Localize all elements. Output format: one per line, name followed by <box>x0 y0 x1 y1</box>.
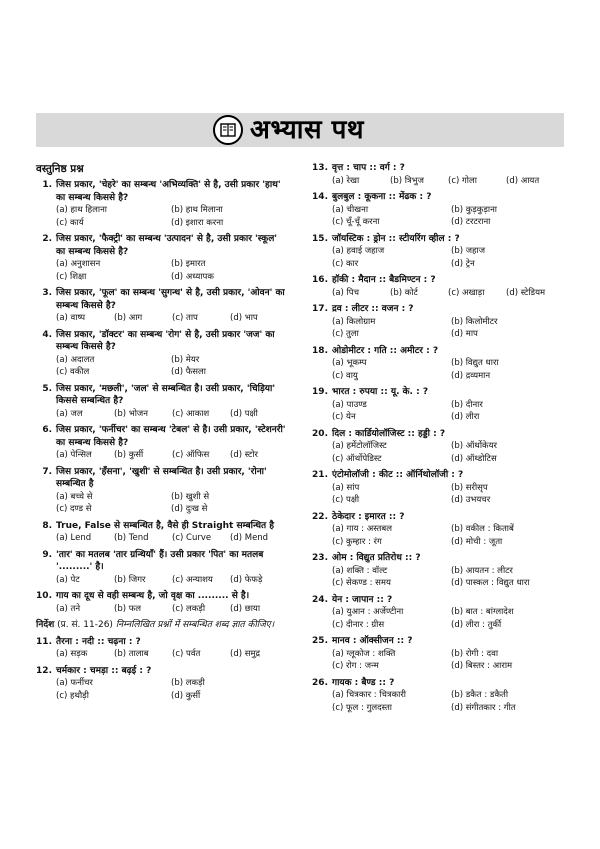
answer-option: (a) सड़क <box>56 649 88 659</box>
answer-option: (c) पक्षी <box>332 495 360 505</box>
question-number: 15. <box>312 233 328 244</box>
answer-option: (a) Lend <box>56 533 92 543</box>
question-item <box>312 345 570 383</box>
direction-label: निर्देश <box>36 620 55 630</box>
question-number: 16. <box>312 275 328 285</box>
question-item <box>312 191 570 229</box>
question-item <box>312 233 570 271</box>
question-text: हॉकी : मैदान :: बैडमिण्टन : ? <box>332 275 436 285</box>
answer-option: (d) ऑथ्डोटिस <box>451 453 497 464</box>
answer-option: (c) पर्वत <box>172 649 201 659</box>
question-item <box>36 287 286 325</box>
question-number: 4. <box>42 329 52 340</box>
answer-option: (b) डकैत : डकैती <box>451 690 509 700</box>
answer-option: (a) हवाई जहाज <box>332 246 385 256</box>
answer-option: (a) पाउण्ड <box>332 399 367 410</box>
options-grid <box>312 204 570 229</box>
direction-range: (प्र. सं. 11-26) <box>57 620 113 630</box>
options-grid <box>312 316 570 341</box>
question-text: ओडोमीटर : गति :: अमीटर : ? <box>332 345 439 356</box>
answer-option: (a) रेखा <box>332 175 360 186</box>
answer-option: (c) दण्ड से <box>56 504 92 514</box>
answer-option: (c) फूल : गुलदस्ता <box>332 702 393 713</box>
question-number: 2. <box>42 234 52 244</box>
question-text: जिस प्रकार, 'हँसना', 'खुशी' से सम्बन्धित है। उसी प्रकार, 'रोना' सम्बन्धित है <box>56 466 267 489</box>
question-text: गाय का दूध से वही सम्बन्ध है, जो वृक्ष का ......... से है। <box>56 591 250 601</box>
answer-option: (c) रोग : जन्म <box>332 661 379 671</box>
answer-option: (c) लकड़ी <box>172 603 206 614</box>
options-grid <box>36 408 286 421</box>
question-item <box>312 274 570 299</box>
options-grid <box>36 449 286 462</box>
answer-option: (d) उभयचर <box>451 495 491 505</box>
answer-option: (a) हर्मेटोलॉजिस्ट <box>332 441 387 451</box>
answer-option: (c) तुला <box>332 329 359 339</box>
question-number: 23. <box>312 553 328 563</box>
answer-option: (c) वायु <box>332 370 358 381</box>
answer-option: (a) किलोग्राम <box>332 316 376 327</box>
answer-option: (c) ऑफिस <box>172 450 210 460</box>
answer-option: (a) तने <box>56 603 81 614</box>
question-text: द्रव : लीटर :: वजन : ? <box>332 304 414 314</box>
question-text: ठेकेदार : इमारत :: ? <box>332 511 405 522</box>
answer-option: (d) संगीतकार : गीत <box>451 702 516 713</box>
question-item <box>312 552 570 590</box>
question-text: एंटोमोलॉजी : कीट :: ऑर्निथोलॉजी : ? <box>332 470 464 480</box>
answer-option: (c) दीनार : ग्रीस <box>332 619 385 630</box>
answer-option: (b) रोगी : दवा <box>451 648 499 659</box>
answer-option: (b) कुड़कुड़ाना <box>451 204 498 215</box>
answer-option: (a) पिच <box>332 287 359 298</box>
answer-option: (b) इमारत <box>171 259 206 269</box>
question-text: दिल : कार्डियोलॉजिस्ट :: हड्डी : ? <box>332 428 446 439</box>
options-grid <box>36 491 286 516</box>
options-grid <box>312 523 570 548</box>
answer-option: (d) भाप <box>230 313 258 323</box>
question-text: जॉयस्टिक : ड्रोन :: स्टीयरिंग व्हील : ? <box>332 233 460 244</box>
answer-option: (a) जल <box>56 408 83 419</box>
question-text: True, False से सम्बन्धित है, वैसे ही Straight सम्बन्धित है <box>56 520 275 531</box>
question-text: तैरना : नदी :: चढ़ना : ? <box>56 636 141 647</box>
question-number: 26. <box>312 677 328 688</box>
question-item <box>36 329 286 379</box>
options-grid <box>36 312 286 325</box>
answer-option: (b) खुशी से <box>171 491 210 502</box>
question-number: 20. <box>312 428 328 439</box>
question-text: जिस प्रकार, 'फैक्ट्री' का सम्बन्ध 'उत्पादन' से है, उसी प्रकार 'स्कूल' का सम्बन्ध किससे है? <box>56 234 278 257</box>
question-item <box>312 386 570 424</box>
question-text: 'तार' का मतलब 'तार ग्रन्थियाँ' हैं। उसी प्रकार 'पित' का मतलब '.........' है। <box>56 549 264 572</box>
answer-option: (c) ऑर्थोपेडिस्ट <box>332 453 382 464</box>
question-number: 14. <box>312 192 328 202</box>
question-item <box>312 428 570 466</box>
answer-option: (c) चूँ-चूँ करना <box>332 217 380 227</box>
question-number: 10. <box>36 591 52 601</box>
answer-option: (d) पास्कल : विद्युत धारा <box>451 578 530 588</box>
answer-option: (a) सांप <box>332 482 360 493</box>
answer-option: (d) मोची : जूता <box>451 536 503 547</box>
options-grid <box>312 245 570 270</box>
answer-option: (a) चित्रकार : चित्रकारी <box>332 690 407 700</box>
answer-option: (a) बच्चे से <box>56 491 93 502</box>
page-title: अभ्यास पथ <box>250 115 365 145</box>
question-item <box>312 511 570 549</box>
answer-option: (d) छाया <box>230 603 261 614</box>
direction-text: निम्नलिखित प्रश्नों में सम्बन्धित शब्द ज्ञात कीजिए। <box>115 620 275 630</box>
options-grid <box>312 399 570 424</box>
answer-option: (d) लीरा <box>451 412 480 422</box>
answer-option: (b) त्रिभुज <box>390 175 424 186</box>
options-grid <box>36 204 286 229</box>
question-text: ओम : विद्युत प्रतिरोध :: ? <box>332 553 421 563</box>
options-grid <box>36 603 286 616</box>
options-grid <box>312 689 570 714</box>
answer-option: (c) Curve <box>172 533 212 543</box>
answer-option: (c) शिक्षा <box>56 271 87 282</box>
answer-option: (c) आकाश <box>172 408 210 419</box>
right-column <box>312 162 570 718</box>
answer-option: (d) Mend <box>230 533 269 543</box>
answer-option: (a) युआन : अर्जेण्टीना <box>332 607 404 617</box>
answer-option: (b) वकील : किताबें <box>451 524 514 534</box>
answer-option: (d) कुर्सी <box>171 690 201 701</box>
answer-option: (d) लीरा : तुर्की <box>451 619 502 630</box>
answer-option: (c) वकील <box>56 367 90 377</box>
question-item <box>36 636 286 661</box>
answer-option: (b) हाथ मिलाना <box>171 205 223 215</box>
options-grid <box>312 606 570 631</box>
section-heading: वस्तुनिष्ठ प्रश्न <box>36 163 84 175</box>
answer-option: (c) कुम्हार : रंग <box>332 536 382 547</box>
answer-option: (b) ऑर्थोकेयर <box>451 441 497 451</box>
answer-option: (d) दुःख से <box>171 504 208 514</box>
options-grid <box>36 574 286 587</box>
answer-option: (a) चीखना <box>332 204 369 215</box>
options-grid <box>36 677 286 702</box>
answer-option: (c) कार <box>332 258 359 269</box>
answer-option: (a) हाथ हिलाना <box>56 205 107 215</box>
question-item <box>312 469 570 507</box>
direction-note <box>36 619 286 632</box>
question-number: 5. <box>42 383 52 394</box>
answer-option: (d) आयत <box>506 175 540 186</box>
options-grid <box>36 648 286 661</box>
answer-option: (a) अनुशासन <box>56 259 101 269</box>
question-item <box>36 383 286 421</box>
question-list-right <box>312 162 570 714</box>
answer-option: (a) गाय : अस्तबल <box>332 524 392 534</box>
question-number: 12. <box>36 665 52 676</box>
options-grid <box>312 565 570 590</box>
question-item <box>36 179 286 229</box>
answer-option: (d) फैसला <box>171 367 206 377</box>
options-grid <box>36 532 286 545</box>
answer-option: (d) फेफड़े <box>230 574 263 585</box>
answer-option: (b) बात : बांग्लादेश <box>451 607 514 617</box>
answer-option: (a) शक्ति : वॉल्ट <box>332 565 388 576</box>
question-number: 11. <box>36 636 52 647</box>
answer-option: (d) स्टोर <box>230 450 258 460</box>
question-number: 8. <box>42 520 52 531</box>
answer-option: (b) तालाब <box>114 649 149 659</box>
question-number: 19. <box>312 387 328 397</box>
question-number: 3. <box>42 288 52 298</box>
answer-option: (b) कुर्सी <box>114 450 144 460</box>
answer-option: (b) भोजन <box>114 408 148 419</box>
question-text: जिस प्रकार, 'फर्नीचर' का सम्बन्ध 'टेबल' से है। उसी प्रकार, 'स्टेशनरी' का सम्बन्ध किससे है? <box>56 425 286 448</box>
options-grid <box>312 175 570 188</box>
answer-option: (d) ट्रेन <box>451 258 475 269</box>
question-text: जिस प्रकार, 'मछली', 'जल' से सम्बन्धित है। उसी प्रकार, 'चिड़िया' किससे सम्बन्धित है? <box>56 383 276 406</box>
question-item <box>312 594 570 632</box>
answer-option: (b) Tend <box>114 533 149 543</box>
question-item <box>312 162 570 187</box>
answer-option: (a) वाष्प <box>56 313 86 323</box>
answer-option: (b) सरीसृप <box>451 482 488 493</box>
answer-option: (d) समुद्र <box>230 649 261 659</box>
question-item <box>36 665 286 703</box>
options-grid <box>312 648 570 673</box>
answer-option: (c) कार्य <box>56 217 84 228</box>
answer-option: (c) अन्याशय <box>172 574 213 585</box>
question-text: जिस प्रकार, 'फूल' का सम्बन्ध 'सुगन्ध' से है, उसी प्रकार, 'ओवन' का सम्बन्ध किससे है? <box>56 288 285 311</box>
answer-option: (a) फर्नीचर <box>56 678 93 688</box>
answer-option: (d) टरटराना <box>451 217 491 227</box>
question-item <box>36 424 286 462</box>
question-number: 24. <box>312 594 328 605</box>
question-item <box>36 466 286 516</box>
question-text: जिस प्रकार, 'चेहरे' का सम्बन्ध 'अभिव्यक्ति' से है, उसी प्रकार 'हाथ' का सम्बन्ध किससे है? <box>56 180 281 203</box>
answer-option: (d) बिस्तर : आराम <box>451 661 513 671</box>
answer-option: (b) लकड़ी <box>171 678 205 688</box>
question-text: जिस प्रकार, 'डॉक्टर' का सम्बन्ध 'रोग' से है, उसी प्रकार 'जज' का सम्बन्ध किससे है? <box>56 329 275 352</box>
question-number: 18. <box>312 345 328 356</box>
question-number: 22. <box>312 511 328 522</box>
question-number: 6. <box>42 425 52 435</box>
answer-option: (b) जहाज <box>451 246 486 256</box>
answer-option: (c) सेकण्ड : समय <box>332 578 391 588</box>
question-number: 13. <box>312 163 328 173</box>
answer-option: (b) मेयर <box>171 354 200 365</box>
question-number: 9. <box>42 549 52 560</box>
options-grid <box>312 482 570 507</box>
answer-option: (c) गोला <box>448 175 477 186</box>
answer-option: (b) विद्युत धारा <box>451 358 499 368</box>
question-text: बुलबुल : कूकना :: मेंढक : ? <box>332 192 432 202</box>
answer-option: (a) भूकम्प <box>332 358 367 368</box>
answer-option: (d) अध्यापक <box>171 271 214 282</box>
question-number: 25. <box>312 636 328 646</box>
answer-option: (d) पक्षी <box>230 408 258 419</box>
answer-option: (a) ग्लूकोज : शक्ति <box>332 648 396 659</box>
answer-option: (c) अखाड़ा <box>448 287 485 298</box>
answer-option: (a) पेन्सिल <box>56 450 92 460</box>
answer-option: (a) पेट <box>56 574 80 585</box>
answer-option: (c) येन <box>332 412 356 422</box>
question-item <box>36 233 286 283</box>
answer-option: (d) स्टेडियम <box>506 287 546 298</box>
options-grid <box>312 440 570 465</box>
question-item <box>36 590 286 615</box>
question-number: 17. <box>312 304 328 314</box>
question-item <box>312 303 570 341</box>
question-text: चर्मकार : चमड़ा :: बढ़ई : ? <box>56 665 152 676</box>
question-item <box>36 549 286 587</box>
answer-option: (c) ताप <box>172 313 198 323</box>
options-grid <box>36 354 286 379</box>
answer-option: (b) दीनार <box>451 399 483 410</box>
answer-option: (b) किलोमीटर <box>451 316 498 327</box>
answer-option: (c) हथौड़ी <box>56 690 89 701</box>
answer-option: (b) आग <box>114 313 143 323</box>
answer-option: (d) इशारा करना <box>171 217 224 228</box>
answer-option: (a) अदालत <box>56 354 95 365</box>
answer-option: (d) द्रव्यमान <box>451 370 491 381</box>
question-text: येन : जापान :: ? <box>332 594 393 605</box>
question-text: गायक : बैण्ड :: ? <box>332 677 395 688</box>
question-item <box>312 635 570 673</box>
left-column <box>36 162 286 706</box>
question-list-left <box>36 179 286 702</box>
options-grid <box>36 258 286 283</box>
options-grid <box>312 287 570 300</box>
question-text: भारत : रुपया :: यू. के. : ? <box>332 387 429 397</box>
question-number: 21. <box>312 470 328 480</box>
answer-option: (d) माप <box>451 329 478 339</box>
question-item <box>36 520 286 545</box>
answer-option: (b) आयतन : लीटर <box>451 565 513 576</box>
question-item <box>312 677 570 715</box>
question-text: मानव : ऑक्सीजन :: ? <box>332 636 413 646</box>
answer-option: (b) कोर्ट <box>390 287 418 298</box>
question-number: 7. <box>42 466 52 477</box>
options-grid <box>312 357 570 382</box>
book-reading-icon <box>213 115 243 145</box>
answer-option: (b) फल <box>114 603 142 614</box>
question-number: 1. <box>42 180 52 190</box>
question-text: वृत्त : चाप :: वर्ग : ? <box>332 163 405 173</box>
answer-option: (b) जिगर <box>114 574 146 585</box>
